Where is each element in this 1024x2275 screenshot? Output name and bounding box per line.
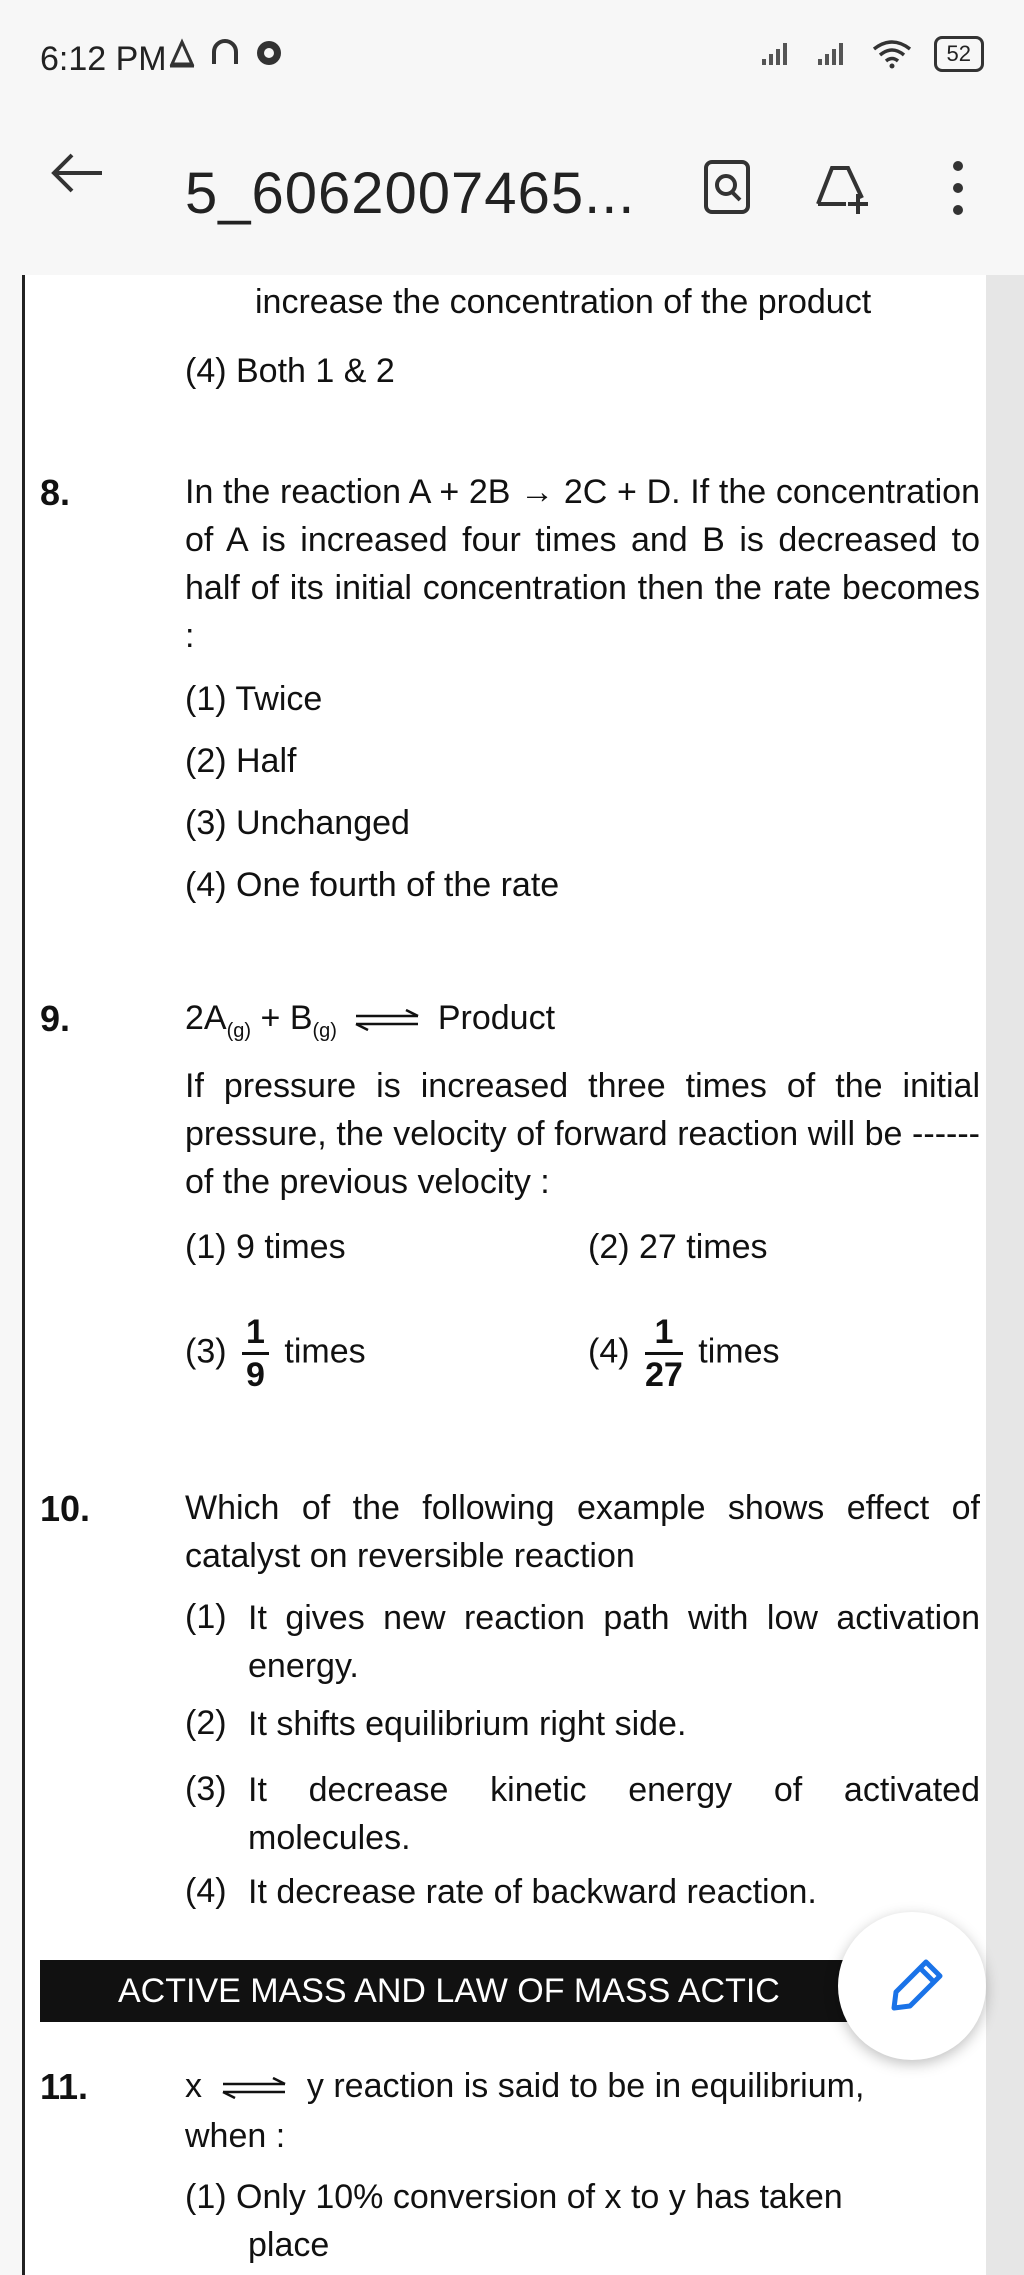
battery-icon: 52 — [934, 36, 984, 72]
status-time: 6:12 PM — [40, 40, 167, 78]
q10-option-3-label: (3) — [185, 1770, 227, 1808]
q11-x: x — [185, 2067, 202, 2105]
q10-option-1-text: It gives new reaction path with low activation energy. — [248, 1599, 980, 1685]
more-vert-icon[interactable] — [948, 158, 968, 218]
q9-reactant-a: 2A — [185, 999, 227, 1037]
q8-option-2: (2) Half — [185, 742, 297, 780]
q10-text: Which of the following example shows effect of catalyst on reversible reaction — [185, 1489, 980, 1575]
document-title: 5_6062007465... — [185, 161, 636, 226]
q10-option-4-text: It decrease rate of backward reaction. — [248, 1873, 817, 1911]
q9-option-3-fraction: $\frac{1}{9}$ — [242, 1312, 269, 1395]
q10-option-4-label: (4) — [185, 1872, 227, 1910]
q11-line1 — [185, 2062, 864, 2110]
notification-icons — [168, 38, 284, 68]
q9-number: 9. — [40, 998, 71, 1039]
q8-option-3: (3) Unchanged — [185, 804, 410, 842]
q7-option-4: (4) Both 1 & 2 — [185, 352, 395, 390]
q10-option-2-label: (2) — [185, 1704, 227, 1742]
signal-icon — [760, 41, 794, 67]
q9-option-4-times: times — [698, 1332, 780, 1371]
drive-add-icon[interactable] — [812, 158, 872, 216]
q10-option-2-text: It shifts equilibrium right side. — [248, 1705, 687, 1743]
q9-option-1: (1) 9 times — [185, 1228, 346, 1266]
q7-continuation: increase the concentration of the product — [255, 283, 872, 321]
q9-option-4-fraction: $\frac{1}{27}$ — [645, 1313, 683, 1394]
q9-option-3 — [185, 1312, 366, 1395]
q9-option-3-times: times — [284, 1332, 366, 1371]
equilibrium-arrow-icon-2 — [219, 2077, 289, 2099]
q9-reactant-b: B — [289, 999, 313, 1037]
search-document-icon[interactable] — [700, 158, 754, 216]
q8-option-4: (4) One fourth of the rate — [185, 866, 560, 904]
edit-pencil-icon — [838, 1912, 986, 2060]
q10-option-3-text: It decrease kinetic energy of activated molecules. — [248, 1771, 980, 1857]
status-bar — [0, 0, 1024, 120]
q11-number: 11. — [40, 2066, 89, 2107]
q8-option-1: (1) Twice — [185, 680, 323, 718]
q9-option-4-label: (4) — [588, 1332, 630, 1371]
q10-option-1-label: (1) — [185, 1598, 227, 1636]
chrome-notification-icon — [254, 38, 284, 68]
q8-text: In the reaction A + 2B → 2C + D. If the concentration of A is increased four times and B is decreased to half of its initial concentration then the rate becomes : — [185, 473, 980, 655]
q9-option-3-label: (3) — [185, 1332, 227, 1371]
q9-text: If pressure is increased three times of the initial pressure, the velocity of forward reaction will be ------ of the previous velocity : — [185, 1067, 980, 1201]
q9-product: Product — [437, 999, 556, 1037]
q8-number: 8. — [40, 472, 71, 513]
q11-option-1-cont: place — [248, 2226, 330, 2264]
back-arrow-icon[interactable] — [48, 148, 108, 198]
q9-option-4 — [588, 1312, 780, 1395]
signal-icon-2 — [816, 41, 850, 67]
headset-notification-icon — [210, 38, 240, 68]
gallery-notification-icon — [168, 38, 196, 68]
q9-phase-a: (g) — [226, 1019, 252, 1042]
wifi-icon — [872, 39, 912, 69]
q9-plus: + — [260, 999, 281, 1037]
q11-text1: y reaction is said to be in equilibrium, — [306, 2067, 865, 2105]
scrollbar[interactable] — [986, 275, 1024, 2275]
edit-fab[interactable] — [838, 1912, 986, 2060]
q9-option-2: (2) 27 times — [588, 1228, 768, 1266]
q11-text2: when : — [185, 2117, 286, 2155]
q9-equation — [185, 994, 555, 1055]
status-right — [760, 36, 984, 72]
app-bar — [0, 120, 1024, 270]
q9-phase-b: (g) — [312, 1019, 337, 1042]
q10-number: 10. — [40, 1488, 91, 1529]
section-banner: ACTIVE MASS AND LAW OF MASS ACTIC — [40, 1960, 900, 2022]
q11-option-1: (1) Only 10% conversion of x to y has taken — [185, 2178, 843, 2216]
equilibrium-arrow-icon — [352, 1009, 422, 1031]
